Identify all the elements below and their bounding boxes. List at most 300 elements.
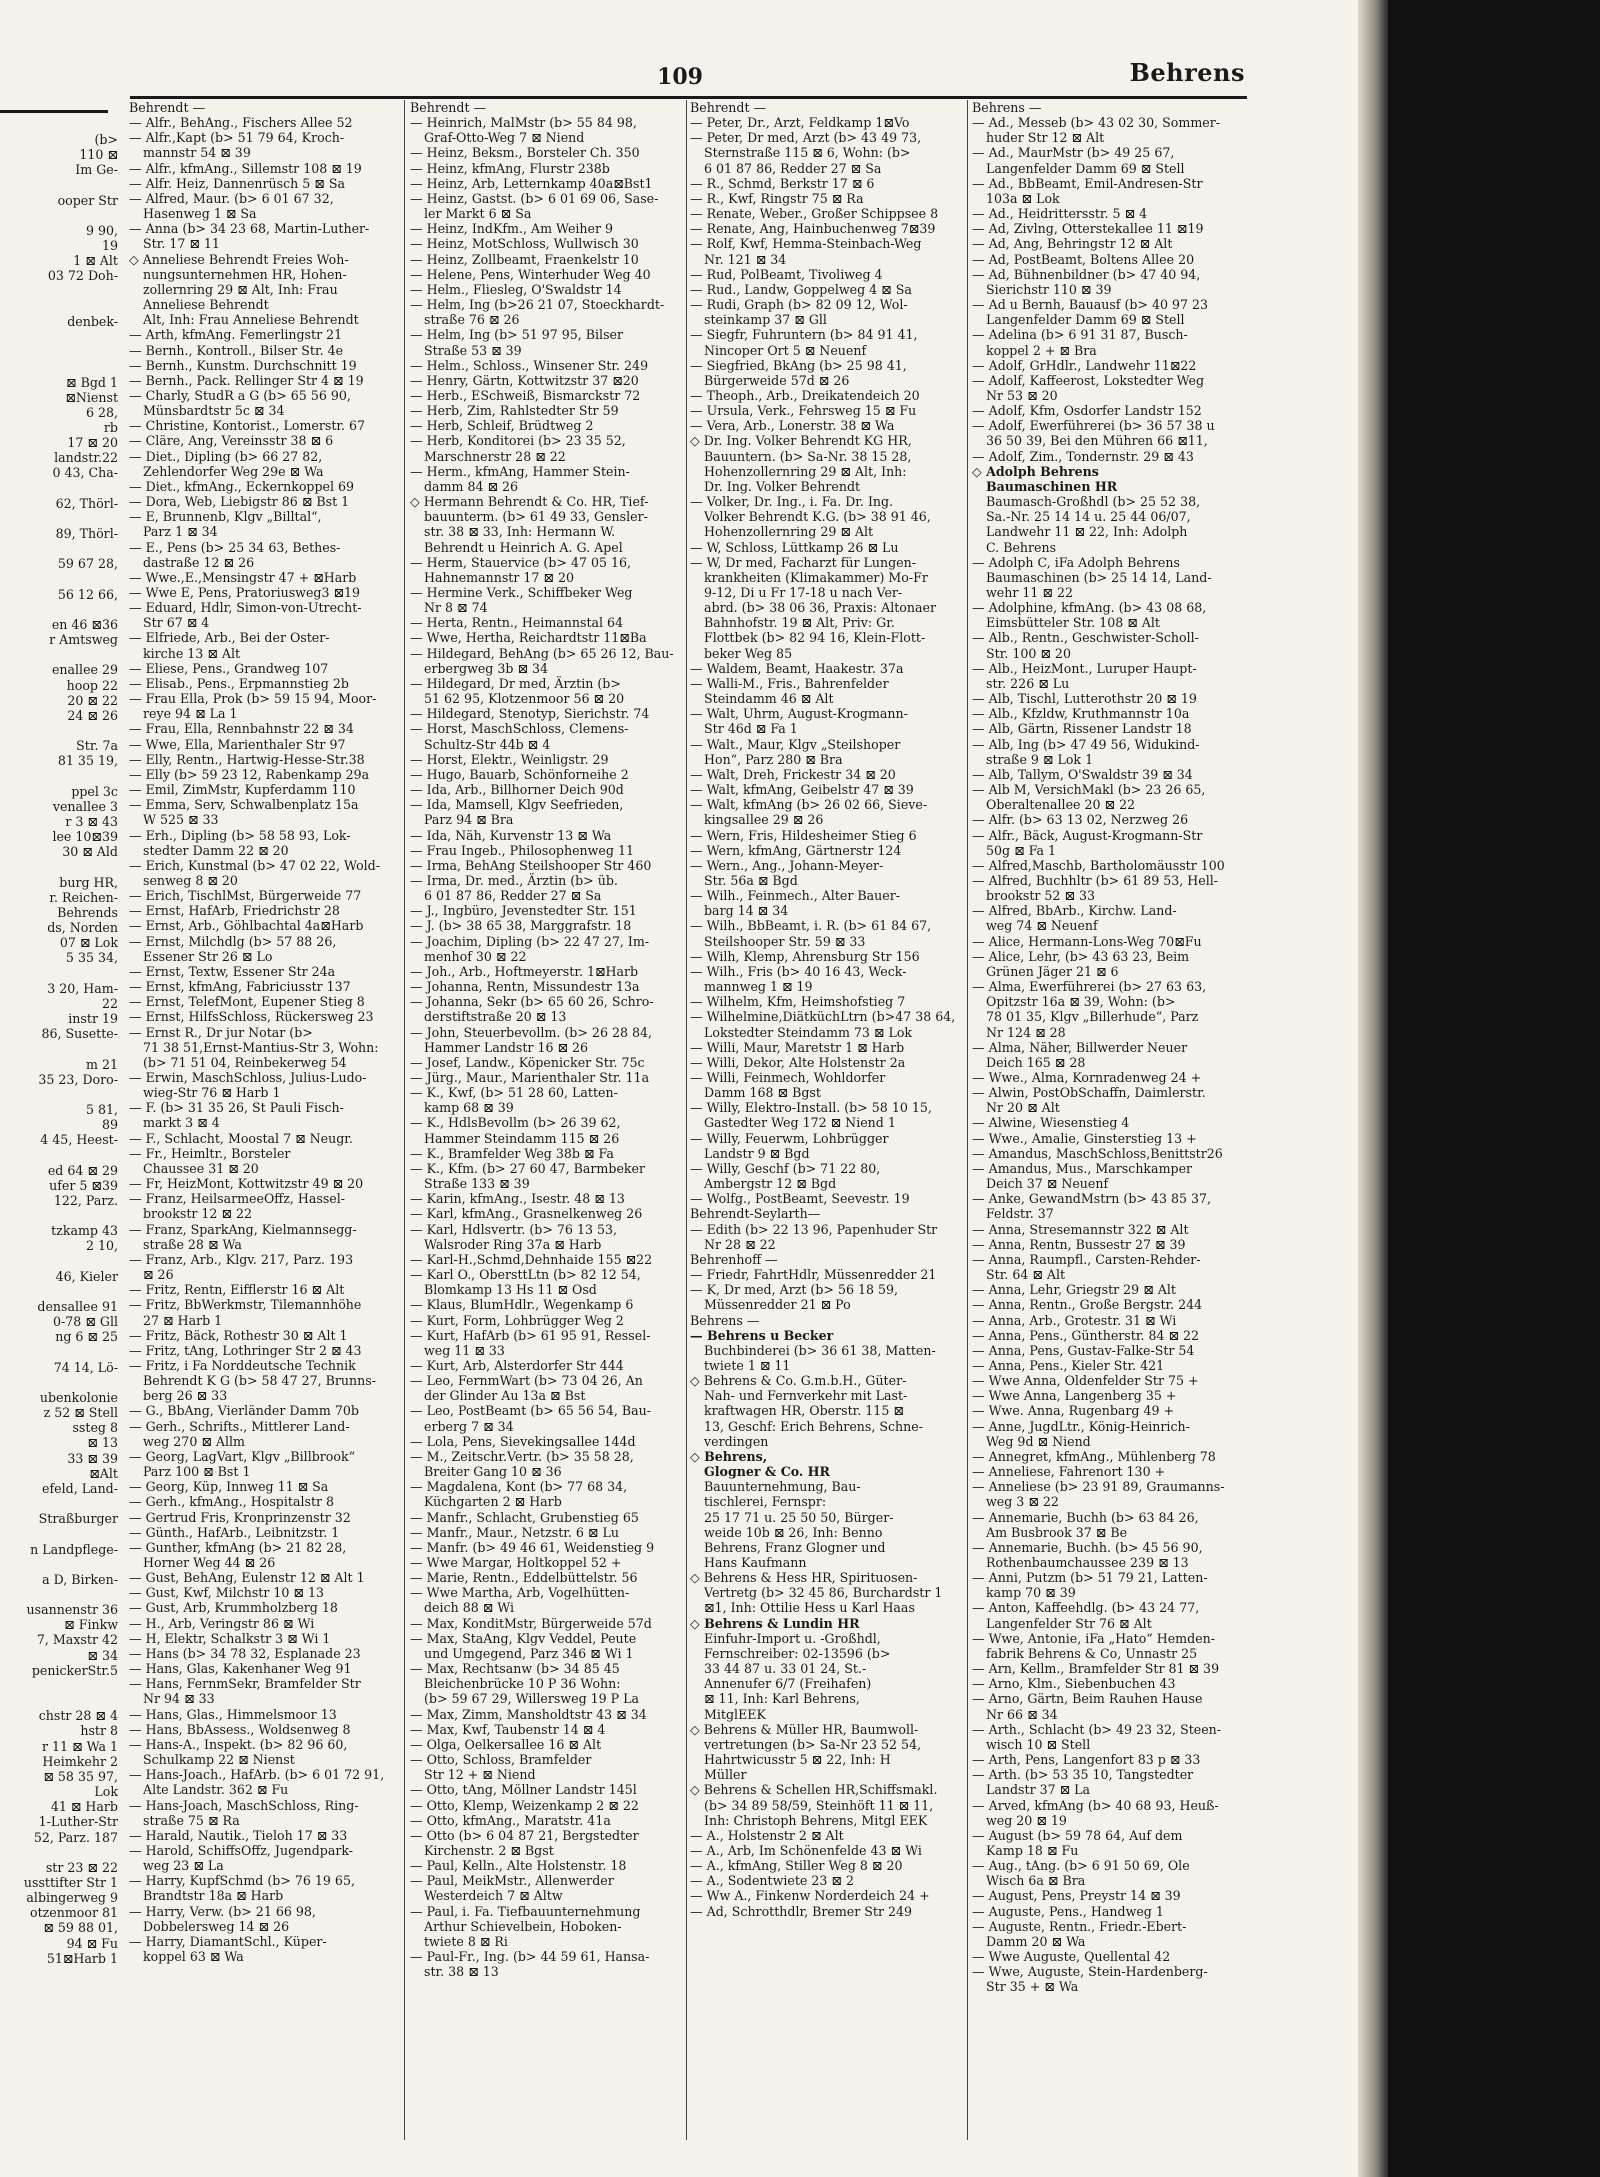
left-fragment-line: z 52 ⊠ Stell bbox=[43, 1405, 118, 1421]
directory-entry-line: — John, Steuerbevollm. (b> 26 28 84, bbox=[410, 1024, 653, 1040]
left-fragment-line bbox=[0, 1208, 118, 1223]
directory-entry-line: — Arved, kfmAng (b> 40 68 93, Heuß- bbox=[972, 1797, 1219, 1813]
directory-entry-line: — W, Schloss, Lüttkamp 26 ⊠ Lu bbox=[690, 539, 899, 555]
left-fragment-line bbox=[0, 966, 118, 981]
left-fragment-line: instr 19 bbox=[68, 1011, 118, 1027]
left-fragment-line: 89 bbox=[101, 1117, 118, 1133]
directory-entry-line: Nr 28 ⊠ 22 bbox=[704, 1236, 776, 1252]
directory-entry-line: — Ida, Arb., Billhorner Deich 90d bbox=[410, 782, 624, 798]
left-fragment-line bbox=[0, 481, 118, 496]
directory-entry-line: — Walt, kfmAng (b> 26 02 66, Sieve- bbox=[690, 797, 928, 813]
directory-entry-line: — Ida, Mamsell, Klgv Seefrieden, bbox=[410, 797, 624, 813]
directory-entry-line: — Olga, Oelkersallee 16 ⊠ Alt bbox=[410, 1736, 602, 1752]
directory-entry-line: — Alfred,Maschb, Bartholomäusstr 100 bbox=[972, 857, 1225, 873]
left-fragment-line: Im Ge- bbox=[75, 162, 118, 178]
directory-entry-line: beker Weg 85 bbox=[704, 645, 793, 661]
directory-entry-line: — R., Kwf, Ringstr 75 ⊠ Ra bbox=[690, 190, 864, 206]
directory-entry-line: — Gerh., kfmAng., Hospitalstr 8 bbox=[129, 1494, 335, 1510]
directory-entry-line: — Otto (b> 6 04 87 21, Bergstedter bbox=[410, 1827, 639, 1843]
directory-entry-line: — Anna, Rentn., Große Bergstr. 244 bbox=[972, 1297, 1203, 1313]
directory-entry-line: — Kurt, Form, Lohbrügger Weg 2 bbox=[410, 1312, 624, 1328]
left-fragment-line bbox=[0, 1845, 118, 1860]
directory-entry-line: — Otto, tAng, Möllner Landstr 145l bbox=[410, 1782, 637, 1798]
left-fragment-line: 03 72 Doh- bbox=[47, 268, 118, 284]
left-fragment-line: 30 ⊠ Ald bbox=[62, 844, 118, 860]
directory-entry-line: — Manfr., Maur., Netzstr. 6 ⊠ Lu bbox=[410, 1524, 619, 1540]
directory-entry-line: — Adolph C, iFa Adolph Behrens bbox=[972, 554, 1180, 570]
left-fragment-line bbox=[0, 602, 118, 617]
directory-entry-line: — Jürg., Maur., Marienthaler Str. 11a bbox=[410, 1070, 650, 1085]
left-fragment-line: en 46 ⊠36 bbox=[51, 617, 118, 632]
left-fragment-line: ubenkolonie bbox=[39, 1389, 118, 1405]
directory-entry-line: — Heinz, MotSchloss, Wullwisch 30 bbox=[410, 236, 639, 252]
left-fragment-line: ng 6 ⊠ 25 bbox=[55, 1329, 118, 1345]
directory-entry-line: — Heinz, Beksm., Borsteler Ch. 350 bbox=[410, 145, 640, 161]
directory-entry-line: Opitzstr 16a ⊠ 39, Wohn: (b> bbox=[986, 994, 1176, 1010]
directory-entry-line: Straße 53 ⊠ 39 bbox=[424, 342, 522, 358]
directory-entry-line: Arthur Schievelbein, Hoboken- bbox=[424, 1918, 622, 1934]
left-fragment-line: chstr 28 ⊠ 4 bbox=[38, 1708, 118, 1724]
directory-entry-line: straße 76 ⊠ 26 bbox=[424, 312, 520, 328]
directory-entry-line: — Fr., Heimltr., Borsteler bbox=[129, 1145, 291, 1161]
directory-entry-line: — Wwe, Hertha, Reichardtstr 11⊠Ba bbox=[410, 630, 647, 646]
directory-entry-line: Behrendt — bbox=[690, 100, 767, 115]
directory-entry-line: senweg 8 ⊠ 20 bbox=[143, 872, 238, 888]
directory-entry-line: — Amandus, Mus., Marschkamper bbox=[972, 1160, 1193, 1176]
directory-entry-line: — Wilh., Feinmech., Alter Bauer- bbox=[690, 888, 900, 904]
directory-entry-line: Behrens — bbox=[690, 1312, 760, 1328]
directory-entry-line: twiete 1 ⊠ 11 bbox=[704, 1357, 791, 1373]
directory-entry-line: — Herb, Zim, Rahlstedter Str 59 bbox=[410, 403, 619, 419]
directory-entry-line: — Kurt, HafArb (b> 61 95 91, Ressel- bbox=[410, 1327, 651, 1343]
directory-entry-line: — Wwe., Alma, Kornradenweg 24 + bbox=[972, 1070, 1202, 1085]
directory-entry-line: — K., Kwf, (b> 51 28 60, Latten- bbox=[410, 1085, 618, 1101]
directory-entry-line: — Hans-Joach., HafArb. (b> 6 01 72 91, bbox=[129, 1767, 385, 1783]
directory-entry-line: — J. (b> 38 65 38, Marggrafstr. 18 bbox=[410, 918, 632, 934]
directory-entry-line: koppel 2 + ⊠ Bra bbox=[986, 342, 1097, 358]
directory-entry-line: weg 270 ⊠ Allm bbox=[143, 1433, 245, 1449]
directory-entry-line: str. 226 ⊠ Lu bbox=[986, 675, 1070, 691]
column-3 bbox=[690, 100, 962, 2160]
directory-entry-line: ◇ Behrens & Müller HR, Baumwoll- bbox=[690, 1721, 919, 1737]
directory-entry-line: straße 28 ⊠ Wa bbox=[143, 1236, 242, 1252]
directory-entry-line: — Horst, MaschSchloss, Clemens- bbox=[410, 721, 629, 737]
directory-entry-line: — Herm., kfmAng, Hammer Stein- bbox=[410, 463, 630, 479]
left-fragment-line bbox=[0, 1041, 118, 1056]
directory-entry-line: — Ida, Näh, Kurvenstr 13 ⊠ Wa bbox=[410, 827, 612, 843]
directory-entry-line: — Herb., ESchweiß, Bismarckstr 72 bbox=[410, 387, 641, 403]
directory-entry-line: Behrendt K G (b> 58 47 27, Brunns- bbox=[143, 1373, 376, 1389]
directory-entry-line: — Ernst, TelefMont, Eupener Stieg 8 bbox=[129, 994, 365, 1010]
left-fragment-line: otzenmoor 81 bbox=[30, 1905, 118, 1921]
directory-entry-line: deich 88 ⊠ Wi bbox=[424, 1600, 515, 1616]
directory-entry-line: Blomkamp 13 Hs 11 ⊠ Osd bbox=[424, 1282, 597, 1298]
directory-entry-line: Nr 8 ⊠ 74 bbox=[424, 600, 488, 616]
directory-entry-line: — Alfred, BbArb., Kirchw. Land- bbox=[972, 903, 1177, 919]
directory-entry-line: str. 38 ⊠ 13 bbox=[424, 1964, 499, 1980]
directory-entry-line: — Ad., Heidrittersstr. 5 ⊠ 4 bbox=[972, 206, 1148, 222]
left-fragment-line: r Amtsweg bbox=[49, 632, 118, 648]
left-fragment-line: ⊠ 13 bbox=[87, 1435, 118, 1451]
directory-entry-line: Hammer Steindamm 115 ⊠ 26 bbox=[424, 1130, 620, 1146]
directory-entry-line: brookstr 12 ⊠ 22 bbox=[143, 1206, 253, 1222]
directory-entry-line: mannstr 54 ⊠ 39 bbox=[143, 145, 251, 161]
directory-entry-line: — Rud, PolBeamt, Tivoliweg 4 bbox=[690, 266, 883, 282]
directory-entry-line: — A., Holstenstr 2 ⊠ Alt bbox=[690, 1827, 844, 1843]
directory-entry-line: Langenfelder Damm 69 ⊠ Stell bbox=[986, 160, 1185, 176]
directory-entry-line: — Ad, Bühnenbildner (b> 47 40 94, bbox=[972, 266, 1201, 282]
directory-entry-line: — Adolf, GrHdlr., Landwehr 11⊠22 bbox=[972, 357, 1197, 373]
directory-entry-line: Parz 94 ⊠ Bra bbox=[424, 812, 514, 828]
directory-entry-line: — Franz, SparkAng, Kielmannsegg- bbox=[129, 1221, 357, 1237]
directory-entry-line: 6 01 87 86, Redder 27 ⊠ Sa bbox=[704, 160, 882, 176]
left-fragment-line bbox=[0, 1254, 118, 1269]
directory-entry-line: — Joh., Arb., Hoftmeyerstr. 1⊠Harb bbox=[410, 963, 639, 979]
directory-entry-line: — F. (b> 31 35 26, St Pauli Fisch- bbox=[129, 1100, 344, 1116]
directory-entry-line: — Karl, Hdlsvertr. (b> 76 13 53, bbox=[410, 1221, 618, 1237]
directory-entry-line: — K, Dr med, Arzt (b> 56 18 59, bbox=[690, 1282, 899, 1298]
directory-entry-line: — Johanna, Sekr (b> 65 60 26, Schro- bbox=[410, 994, 654, 1010]
directory-entry-line: — Gust, Arb, Krummholzberg 18 bbox=[129, 1600, 338, 1616]
directory-entry-line: — Karl O., ObersttLtn (b> 82 12 54, bbox=[410, 1267, 641, 1283]
directory-entry-line: — Bernh., Pack. Rellinger Str 4 ⊠ 19 bbox=[129, 372, 364, 388]
directory-entry-line: — August, Pens, Preystr 14 ⊠ 39 bbox=[972, 1888, 1181, 1904]
directory-entry-line: — Erh., Dipling (b> 58 58 93, Lok- bbox=[129, 827, 351, 843]
directory-entry-line: 6 01 87 86, Redder 27 ⊠ Sa bbox=[424, 888, 602, 904]
directory-entry-line: — Otto, Schloss, Bramfelder bbox=[410, 1752, 592, 1768]
directory-entry-line: — Amandus, MaschSchloss,Benittstr26 bbox=[972, 1145, 1223, 1161]
directory-entry-line: weide 10b ⊠ 26, Inh: Benno bbox=[704, 1524, 883, 1540]
directory-entry-line: Behrens — bbox=[972, 100, 1042, 115]
directory-entry-line: — Alfr., kfmAng., Sillemstr 108 ⊠ 19 bbox=[129, 160, 362, 176]
directory-entry-line: — Theoph., Arb., Dreikatendeich 20 bbox=[690, 387, 920, 403]
directory-entry-line: Fernschreiber: 02-13596 (b> bbox=[704, 1645, 891, 1661]
directory-entry-line: Str. 56a ⊠ Bgd bbox=[704, 872, 798, 888]
left-fragment-line: 74 14, Lö- bbox=[53, 1359, 118, 1375]
directory-entry-line: — Gertrud Fris, Kronprinzenstr 32 bbox=[129, 1509, 351, 1525]
directory-entry-line: — Paul, i. Fa. Tiefbauunternehmung bbox=[410, 1903, 641, 1919]
directory-entry-line: ◇ Behrens, bbox=[690, 1448, 768, 1464]
directory-entry-line: Steilshooper Str. 59 ⊠ 33 bbox=[704, 933, 866, 949]
left-fragment-line: 1 ⊠ Alt bbox=[73, 253, 118, 269]
left-fragment-line: 56 12 66, bbox=[57, 586, 118, 602]
directory-entry-line: — Harry, Verw. (b> 21 66 98, bbox=[129, 1903, 316, 1919]
left-fragment-line: ⊠ 34 bbox=[87, 1647, 118, 1663]
directory-entry-line: twiete 8 ⊠ Ri bbox=[424, 1933, 508, 1949]
directory-entry-line: — Behrens u Becker bbox=[690, 1327, 834, 1343]
directory-entry-line: — Max, Kwf, Taubenstr 14 ⊠ 4 bbox=[410, 1721, 606, 1737]
directory-entry-line: — Alfred, Buchhltr (b> 61 89 53, Hell- bbox=[972, 872, 1219, 888]
directory-entry-line: — Anke, GewandMstrn (b> 43 85 37, bbox=[972, 1191, 1212, 1207]
directory-entry-line: — Leo, FernmWart (b> 73 04 26, An bbox=[410, 1373, 643, 1389]
directory-entry-line: — Anna, Pens, Gustav-Falke-Str 54 bbox=[972, 1342, 1195, 1358]
directory-entry-line: — Manfr., Schlacht, Grubenstieg 65 bbox=[410, 1509, 639, 1525]
directory-entry-line: 51 62 95, Klotzenmoor 56 ⊠ 20 bbox=[424, 691, 625, 707]
directory-entry-line: Einfuhr-Import u. -Großhdl, bbox=[704, 1630, 881, 1646]
directory-entry-line: — Edith (b> 22 13 96, Papenhuder Str bbox=[690, 1221, 938, 1237]
directory-entry-line: Buchbinderei (b> 36 61 38, Matten- bbox=[704, 1342, 936, 1358]
directory-entry-line: — Dora, Web, Liebigstr 86 ⊠ Bst 1 bbox=[129, 494, 350, 510]
directory-entry-line: Sternstraße 115 ⊠ 6, Wohn: (b> bbox=[704, 145, 911, 161]
left-fragment-line: burg HR, bbox=[59, 874, 118, 890]
left-fragment-line: enallee 29 bbox=[51, 662, 118, 678]
directory-entry-line: — Willy, Feuerwm, Lohbrügger bbox=[690, 1130, 889, 1146]
directory-entry-line: und Umgegend, Parz 346 ⊠ Wi 1 bbox=[424, 1645, 634, 1661]
directory-entry-line: Dobbelersweg 14 ⊠ 26 bbox=[143, 1918, 290, 1934]
directory-entry-line: — G., BbAng, Vierländer Damm 70b bbox=[129, 1403, 359, 1419]
directory-entry-line: kamp 68 ⊠ 39 bbox=[424, 1100, 514, 1116]
directory-entry-line: — M., Zeitschr.Vertr. (b> 35 58 28, bbox=[410, 1448, 634, 1464]
directory-entry-line: Str. 64 ⊠ Alt bbox=[986, 1267, 1066, 1283]
left-fragment-line: efeld, Land- bbox=[42, 1480, 118, 1496]
directory-entry-line: Baumaschinen (b> 25 14 14, Land- bbox=[986, 569, 1212, 585]
directory-entry-line: — Adolf, Ewerführerei (b> 36 57 38 u bbox=[972, 418, 1215, 434]
directory-entry-line: — Herta, Rentn., Heimannstal 64 bbox=[410, 615, 624, 631]
directory-entry-line: — Bernh., Kunstm. Durchschnitt 19 bbox=[129, 357, 357, 373]
directory-entry-line: kingsallee 29 ⊠ 26 bbox=[704, 812, 824, 828]
directory-entry-line: — Harry, KupfSchmd (b> 76 19 65, bbox=[129, 1873, 355, 1889]
directory-entry-line: Langenfelder Str 76 ⊠ Alt bbox=[986, 1615, 1152, 1631]
directory-entry-line: Marschnerstr 28 ⊠ 22 bbox=[424, 448, 566, 464]
directory-entry-line: — Alma, Ewerführerei (b> 27 63 63, bbox=[972, 979, 1207, 995]
directory-entry-line: — Ernst, HilfsSchloss, Rückersweg 23 bbox=[129, 1009, 374, 1025]
directory-entry-line: straße 75 ⊠ Ra bbox=[143, 1812, 240, 1828]
left-fragment-line: r. Reichen- bbox=[49, 889, 118, 905]
directory-entry-line: — Wwe Margar, Holtkoppel 52 + bbox=[410, 1555, 622, 1570]
directory-entry-line: ◇ Behrens & Schellen HR,Schiffsmakl. bbox=[690, 1782, 938, 1798]
left-fragment-line: r 11 ⊠ Wa 1 bbox=[42, 1738, 118, 1754]
column-divider bbox=[686, 100, 687, 2140]
directory-entry-line: — K., HdlsBevollm (b> 26 39 62, bbox=[410, 1115, 621, 1131]
directory-entry-line: 50g ⊠ Fa 1 bbox=[986, 842, 1057, 858]
directory-entry-line: — Ad, PostBeamt, Boltens Allee 20 bbox=[972, 251, 1195, 267]
directory-entry-line: — Henry, Gärtn, Kottwitzstr 37 ⊠20 bbox=[410, 372, 639, 388]
directory-entry-line: Str. 17 ⊠ 11 bbox=[143, 236, 220, 252]
directory-entry-line: — Christine, Kontorist., Lomerstr. 67 bbox=[129, 418, 366, 434]
directory-entry-line: — Annegret, kfmAng., Mühlenberg 78 bbox=[972, 1448, 1216, 1464]
directory-entry-line: straße 9 ⊠ Lok 1 bbox=[986, 751, 1094, 767]
directory-entry-line: Behrenhoff — bbox=[690, 1251, 778, 1267]
directory-entry-line: Landstr 37 ⊠ La bbox=[986, 1782, 1091, 1798]
directory-entry-line: — Alb, Tallym, O'Swaldstr 39 ⊠ 34 bbox=[972, 766, 1193, 782]
directory-entry-line: barg 14 ⊠ 34 bbox=[704, 903, 789, 919]
directory-entry-line: ler Markt 6 ⊠ Sa bbox=[424, 206, 532, 222]
directory-entry-line: Bauuntern. (b> Sa-Nr. 38 15 28, bbox=[704, 448, 912, 464]
directory-entry-line: — Wwe Anna, Oldenfelder Str 75 + bbox=[972, 1373, 1199, 1389]
directory-entry-line: 9-12, Di u Fr 17-18 u nach Ver- bbox=[704, 585, 903, 600]
directory-entry-line: — Frau Ingeb., Philosophenweg 11 bbox=[410, 842, 634, 858]
directory-entry-line: — Max, Zimm, Mansholdtstr 43 ⊠ 34 bbox=[410, 1706, 647, 1722]
directory-entry-line: Str 12 + ⊠ Niend bbox=[424, 1767, 536, 1783]
directory-entry-line: 27 ⊠ Harb 1 bbox=[143, 1312, 223, 1328]
directory-entry-line: — Siegfr, Fuhruntern (b> 84 91 41, bbox=[690, 327, 918, 343]
directory-entry-line: — Vera, Arb., Lonerstr. 38 ⊠ Wa bbox=[690, 418, 895, 434]
left-fragment-line bbox=[0, 541, 118, 556]
directory-entry-line: Parz 1 ⊠ 34 bbox=[143, 524, 218, 540]
directory-entry-line: — Hans, Glas, Kakenhaner Weg 91 bbox=[129, 1661, 352, 1677]
directory-entry-line: Langenfelder Damm 69 ⊠ Stell bbox=[986, 312, 1185, 328]
left-fragment-line: 59 67 28, bbox=[57, 556, 118, 572]
directory-entry-line: — Aug., tAng. (b> 6 91 50 69, Ole bbox=[972, 1858, 1190, 1874]
directory-entry-line: ◇ Behrens & Hess HR, Spirituosen- bbox=[690, 1570, 918, 1586]
directory-entry-line: — Günth., HafArb., Leibnitzstr. 1 bbox=[129, 1524, 340, 1540]
directory-entry-line: ◇ Hermann Behrendt & Co. HR, Tief- bbox=[410, 494, 649, 510]
directory-entry-line: — Friedr, FahrtHdlr, Müssenredder 21 bbox=[690, 1267, 937, 1283]
directory-entry-line: Alt, Inh: Frau Anneliese Behrendt bbox=[143, 312, 359, 328]
directory-entry-line: — Hermine Verk., Schiffbeker Weg bbox=[410, 585, 633, 600]
directory-entry-line: — Emil, ZimMstr, Kupferdamm 110 bbox=[129, 782, 356, 798]
directory-entry-line: ⊠1, Inh: Ottilie Hess u Karl Haas bbox=[704, 1600, 915, 1616]
column-divider bbox=[404, 100, 405, 2140]
directory-entry-line: Landstr 9 ⊠ Bgd bbox=[704, 1145, 810, 1161]
directory-entry-line: — Ad, Zivlng, Otterstekallee 11 ⊠19 bbox=[972, 221, 1204, 237]
directory-entry-line: — A., kfmAng, Stiller Weg 8 ⊠ 20 bbox=[690, 1858, 903, 1874]
directory-entry-line: — Anna, Lehr, Griegstr 29 ⊠ Alt bbox=[972, 1282, 1176, 1298]
directory-entry-line: — Arth, kfmAng. Femerlingstr 21 bbox=[129, 327, 343, 343]
directory-entry-line: ⊠ 26 bbox=[143, 1267, 174, 1283]
left-fragment-line: 07 ⊠ Lok bbox=[59, 935, 118, 951]
directory-entry-line: — K., Kfm. (b> 27 60 47, Barmbeker bbox=[410, 1160, 645, 1176]
left-fragment-line bbox=[0, 1284, 118, 1299]
directory-entry-line: Brandtstr 18a ⊠ Harb bbox=[143, 1888, 284, 1904]
directory-entry-line: — Ernst, kfmAng, Fabriciusstr 137 bbox=[129, 979, 351, 995]
directory-entry-line: Deich 165 ⊠ 28 bbox=[986, 1054, 1086, 1070]
directory-entry-line: — Otto, kfmAng., Maratstr. 41a bbox=[410, 1812, 611, 1828]
directory-entry-line: — E, Brunnenb, Klgv „Billtal“, bbox=[129, 509, 322, 525]
directory-entry-line: — Auguste, Rentn., Friedr.-Ebert- bbox=[972, 1918, 1187, 1934]
directory-entry-line: Küchgarten 2 ⊠ Harb bbox=[424, 1494, 562, 1510]
directory-entry-line: — Ww A., Finkenw Norderdeich 24 + bbox=[690, 1888, 930, 1904]
directory-entry-line: — Ernst, HafArb, Friedrichstr 28 bbox=[129, 903, 340, 919]
left-fragment-line: denbek- bbox=[67, 313, 118, 329]
directory-entry-line: menhof 30 ⊠ 22 bbox=[424, 948, 527, 964]
directory-entry-line: — Renate, Ang, Hainbuchenweg 7⊠39 bbox=[690, 221, 936, 237]
directory-entry-line: Schultz-Str 44b ⊠ 4 bbox=[424, 736, 551, 752]
left-fragment-line bbox=[0, 1587, 118, 1602]
directory-entry-line: — Wern, Fris, Hildesheimer Stieg 6 bbox=[690, 827, 917, 843]
directory-entry-line: — Wwe Anna, Langenberg 35 + bbox=[972, 1388, 1177, 1404]
directory-entry-line: — Wwe. Anna, Rugenbarg 49 + bbox=[972, 1403, 1175, 1419]
left-fragment-line bbox=[0, 647, 118, 662]
directory-entry-line: — Fritz, Rentn, Eifflerstr 16 ⊠ Alt bbox=[129, 1282, 345, 1298]
directory-entry-line: Nah- und Fernverkehr mit Last- bbox=[704, 1388, 908, 1404]
left-fragment-line: str 23 ⊠ 22 bbox=[45, 1859, 118, 1875]
directory-entry-line: — Heinz, kfmAng, Flurstr 238b bbox=[410, 160, 610, 176]
directory-entry-line: 25 17 71 u. 25 50 50, Bürger- bbox=[704, 1509, 894, 1525]
left-fragment-line bbox=[0, 723, 118, 738]
left-fragment-line bbox=[0, 1526, 118, 1541]
directory-entry-line: — Anneliese, Fahrenort 130 + bbox=[972, 1464, 1166, 1480]
directory-entry-line: — Fritz, i Fa Norddeutsche Technik bbox=[129, 1357, 356, 1373]
column-divider bbox=[967, 100, 968, 2140]
left-fragment-line: densallee 91 bbox=[37, 1299, 118, 1315]
directory-entry-line: — Anton, Kaffeehdlg. (b> 43 24 77, bbox=[972, 1600, 1200, 1616]
left-fragment-line: 5 81, bbox=[85, 1102, 118, 1117]
left-fragment-line: 41 ⊠ Harb bbox=[50, 1799, 118, 1815]
left-fragment-line: 122, Parz. bbox=[53, 1192, 118, 1208]
directory-entry-line: — Wern., Ang., Johann-Meyer- bbox=[690, 857, 884, 873]
directory-entry-line: Gastedter Weg 172 ⊠ Niend 1 bbox=[704, 1115, 896, 1131]
directory-entry-line: — Manfr. (b> 49 46 61, Weidenstieg 9 bbox=[410, 1539, 655, 1555]
directory-entry-line: Damm 20 ⊠ Wa bbox=[986, 1933, 1086, 1949]
directory-entry-line: — Alfr. (b> 63 13 02, Nerzweg 26 bbox=[972, 812, 1189, 828]
left-fragment-line: 94 ⊠ Fu bbox=[66, 1935, 118, 1951]
directory-entry-line: — Karl-H.,Schmd,Dehnhaide 155 ⊠22 bbox=[410, 1251, 653, 1267]
directory-entry-line: — Eliese, Pens., Grandweg 107 bbox=[129, 660, 329, 676]
directory-entry-line: kraftwagen HR, Oberstr. 115 ⊠ bbox=[704, 1403, 904, 1419]
directory-entry-line: erbergweg 3b ⊠ 34 bbox=[424, 660, 549, 676]
directory-entry-line: — Heinz, Zollbeamt, Fraenkelstr 10 bbox=[410, 251, 639, 267]
directory-entry-line: — Alb, Ing (b> 47 49 56, Widukind- bbox=[972, 736, 1200, 752]
directory-entry-line: Str 35 + ⊠ Wa bbox=[986, 1979, 1079, 1995]
left-fragment-line: 5 35 34, bbox=[65, 950, 118, 966]
directory-entry-line: — Ad, Schrotthdlr, Bremer Str 249 bbox=[690, 1903, 913, 1919]
directory-entry-line: Hammer Landstr 16 ⊠ 26 bbox=[424, 1039, 589, 1055]
directory-entry-line: — Ad., BbBeamt, Emil-Andresen-Str bbox=[972, 175, 1203, 191]
directory-entry-line: 36 50 39, Bei den Mühren 66 ⊠11, bbox=[986, 433, 1208, 449]
directory-entry-line: — Otto, Klemp, Weizenkamp 2 ⊠ 22 bbox=[410, 1797, 639, 1813]
directory-entry-line: — Arth, Pens, Langenfort 83 p ⊠ 33 bbox=[972, 1752, 1201, 1768]
directory-entry-line: — Willi, Maur, Maretstr 1 ⊠ Harb bbox=[690, 1039, 905, 1055]
directory-entry-line: weg 23 ⊠ La bbox=[143, 1858, 224, 1874]
directory-entry-line: — Heinz, IndKfm., Am Weiher 9 bbox=[410, 221, 614, 237]
left-fragment-line bbox=[0, 1557, 118, 1572]
directory-entry-line: — Annemarie, Buchh (b> 63 84 26, bbox=[972, 1509, 1199, 1525]
left-fragment-line: ⊠ 59 88 01, bbox=[43, 1920, 118, 1936]
directory-entry-line: wisch 10 ⊠ Stell bbox=[986, 1736, 1091, 1752]
directory-entry-line: — Irma, BehAng Steilshooper Str 460 bbox=[410, 857, 652, 873]
directory-entry-line: — Hans, FernmSekr, Bramfelder Str bbox=[129, 1676, 361, 1692]
directory-entry-line: damm 84 ⊠ 26 bbox=[424, 478, 519, 494]
directory-entry-line: Parz 100 ⊠ Bst 1 bbox=[143, 1464, 251, 1480]
directory-entry-line: Grünen Jäger 21 ⊠ 6 bbox=[986, 963, 1119, 979]
directory-entry-line: — Alb., HeizMont., Luruper Haupt- bbox=[972, 660, 1197, 676]
left-fragment-line: Lok bbox=[94, 1784, 118, 1800]
directory-entry-line: Müssenredder 21 ⊠ Po bbox=[704, 1297, 851, 1313]
directory-entry-line: Str 67 ⊠ 4 bbox=[143, 615, 210, 631]
directory-entry-line: Ambergstr 12 ⊠ Bgd bbox=[704, 1176, 837, 1192]
column-1 bbox=[129, 100, 401, 2160]
directory-entry-line: — Emma, Serv, Schwalbenplatz 15a bbox=[129, 797, 359, 813]
left-fragment-line: n Landpflege- bbox=[30, 1541, 118, 1557]
directory-entry-line: Bürgerweide 57d ⊠ 26 bbox=[704, 372, 850, 388]
directory-entry-line: Hans Kaufmann bbox=[704, 1555, 807, 1570]
directory-entry-line: — Alma, Näher, Billwerder Neuer bbox=[972, 1039, 1188, 1055]
directory-entry-line: bauunterm. (b> 61 49 33, Gensler- bbox=[424, 509, 648, 525]
left-fragment-line: 22 bbox=[101, 995, 118, 1011]
directory-entry-line: Chaussee 31 ⊠ 20 bbox=[143, 1160, 259, 1176]
directory-entry-line: — Alwin, PostObSchaffn, Daimlerstr. bbox=[972, 1085, 1206, 1101]
directory-entry-line: Glogner & Co. HR bbox=[704, 1464, 831, 1480]
directory-entry-line: — Anna (b> 34 23 68, Martin-Luther- bbox=[129, 221, 370, 237]
directory-entry-line: nungsunternehmen HR, Hohen- bbox=[143, 266, 347, 282]
directory-entry-line: — Auguste, Pens., Handweg 1 bbox=[972, 1903, 1164, 1919]
left-fragment-line: Heimkehr 2 bbox=[42, 1753, 118, 1769]
directory-entry-line: — Johanna, Rentn, Missundestr 13a bbox=[410, 979, 640, 995]
directory-entry-line: ⊠ 11, Inh: Karl Behrens, bbox=[704, 1691, 860, 1707]
directory-entry-line: Wisch 6a ⊠ Bra bbox=[986, 1873, 1086, 1889]
directory-entry-line: Bahnhofstr. 19 ⊠ Alt, Priv: Gr. bbox=[704, 615, 895, 631]
directory-entry-line: — W, Dr med, Facharzt für Lungen- bbox=[690, 554, 916, 570]
left-fragment-line bbox=[0, 1678, 118, 1693]
directory-entry-line: — Irma, Dr. med., Ärztin (b> üb. bbox=[410, 872, 618, 888]
directory-entry-line: — Adolf, Kfm, Osdorfer Landstr 152 bbox=[972, 403, 1202, 419]
directory-entry-line: Inh: Christoph Behrens, Mitgl EEK bbox=[704, 1812, 928, 1828]
directory-entry-line: Horner Weg 44 ⊠ 26 bbox=[143, 1555, 276, 1570]
directory-entry-line: — Heinz, Arb, Letternkamp 40a⊠Bst1 bbox=[410, 175, 653, 191]
directory-entry-line: — Alb., Kfzldw, Kruthmannstr 10a bbox=[972, 706, 1190, 722]
left-fragment-line: Behrends bbox=[57, 904, 118, 920]
